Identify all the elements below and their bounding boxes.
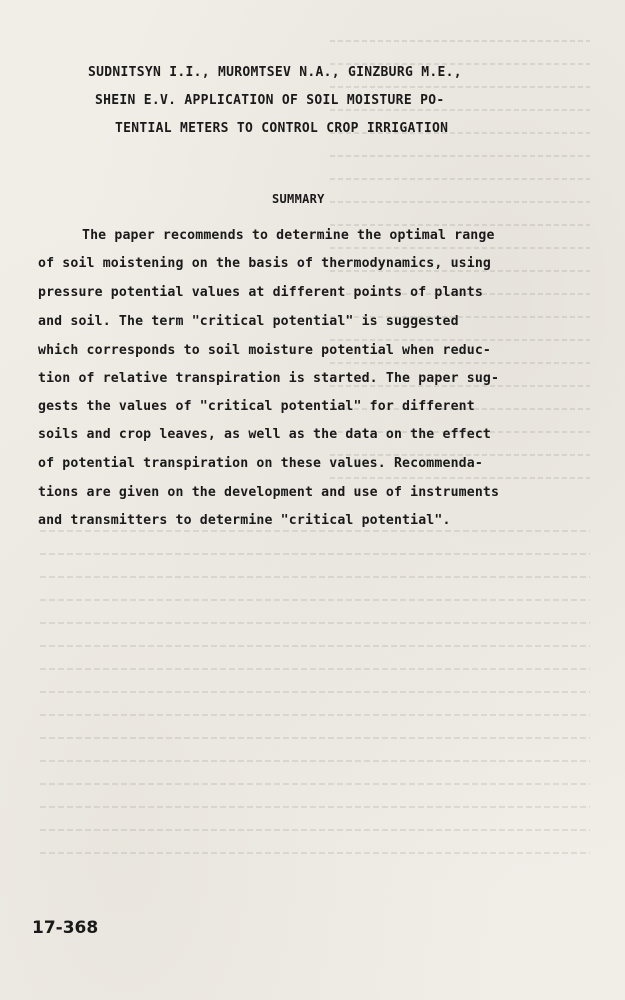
reverse-side-bleed-lower	[40, 530, 590, 890]
body-line-5: which corresponds to soil moisture potential when reduc-	[38, 343, 492, 358]
title-line-2: SHEIN E.V. APPLICATION OF SOIL MOISTURE PO-	[95, 93, 445, 108]
body-line-6: tion of relative transpiration is started. The paper sug-	[38, 371, 500, 386]
body-line-2: of soil moistening on the basis of thermodynamics, using	[38, 256, 492, 271]
body-line-7: gests the values of "critical potential" for different	[38, 399, 475, 414]
body-line-11: and transmitters to determine "critical potential".	[38, 513, 451, 528]
body-line-4: and soil. The term "critical potential" is suggested	[38, 314, 459, 329]
body-line-8: soils and crop leaves, as well as the data on the effect	[38, 427, 492, 442]
page-code: 17-368	[32, 918, 99, 938]
body-line-10: tions are given on the development and use of instruments	[38, 485, 500, 500]
title-line-1: SUDNITSYN I.I., MUROMTSEV N.A., GINZBURG M.E.,	[88, 65, 462, 80]
reverse-side-bleed	[330, 40, 590, 920]
summary-heading: SUMMARY	[272, 192, 325, 206]
title-line-3: TENTIAL METERS TO CONTROL CROP IRRIGATION	[115, 121, 449, 136]
body-line-1: The paper recommends to determine the optimal range	[82, 228, 495, 243]
body-line-3: pressure potential values at different points of plants	[38, 285, 483, 300]
body-line-9: of potential transpiration on these values. Recommenda-	[38, 456, 483, 471]
